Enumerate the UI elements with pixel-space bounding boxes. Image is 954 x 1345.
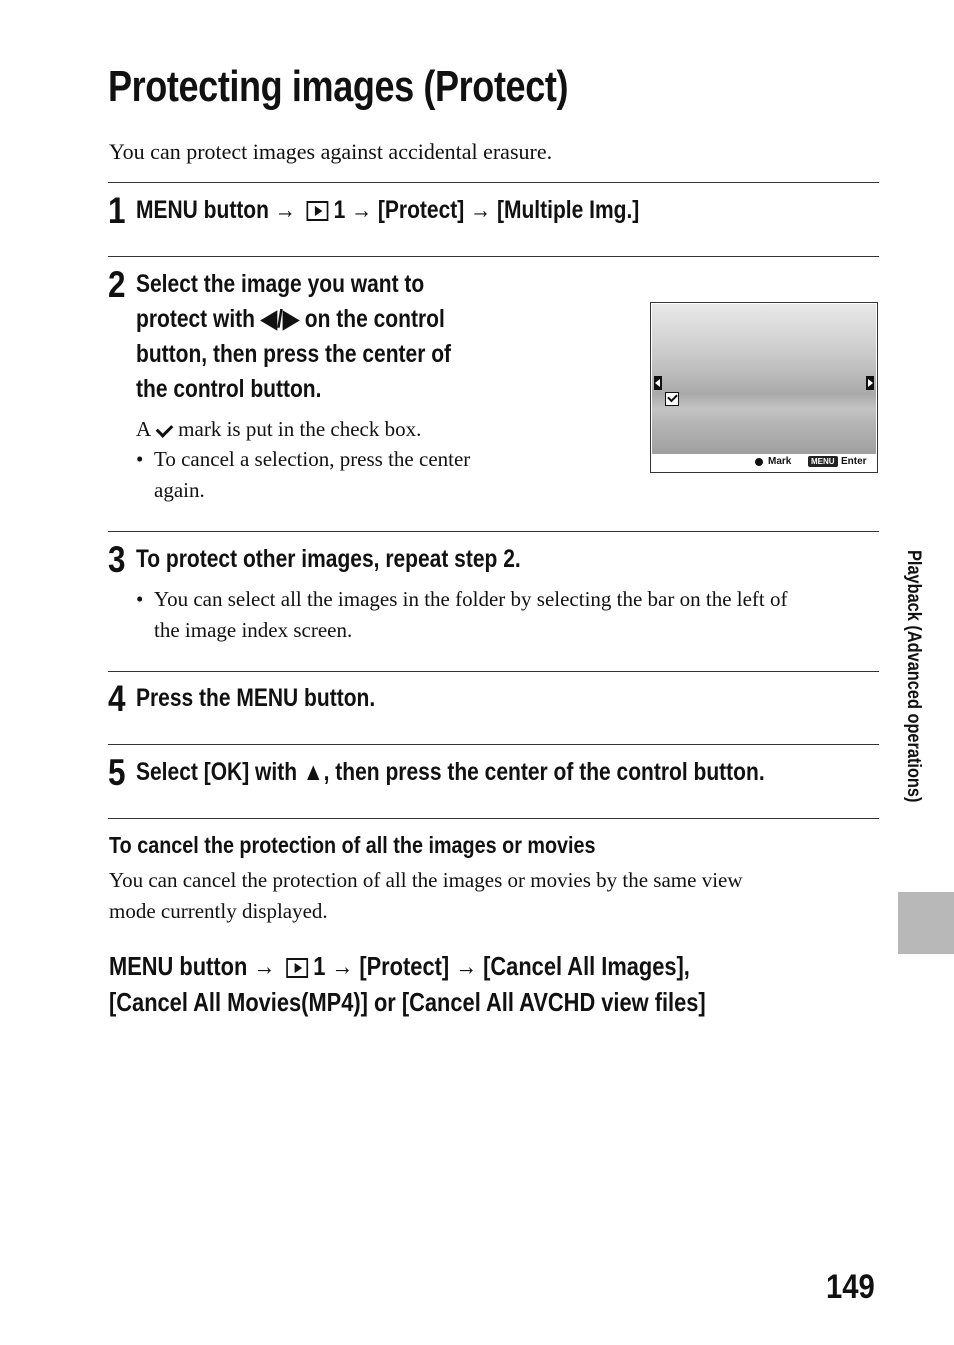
note-prefix: A [136,417,152,441]
bullet-icon: • [136,447,144,471]
left-arrow-icon [654,376,662,390]
right-arrow-icon [866,376,874,390]
arrow-icon: → [253,951,276,981]
step-2-line: button, then press the center of [136,340,452,368]
step-5-instruction: Select [OK] with ▲, then press the center of the control button. [136,758,765,786]
page-number: 149 [826,1268,875,1306]
step-2-line: the control button. [136,375,322,403]
screen-status-bar [651,453,877,472]
step-2-instruction [136,267,451,407]
divider [108,182,879,183]
mark-label: Mark [768,456,792,467]
step-2-number: 2 [108,264,126,305]
menu-button-label: MENU button [109,951,248,981]
page-title: Protecting images (Protect) [108,62,569,111]
menu-item-multiple: [Multiple Img.] [496,196,640,224]
step-2-line: Select the image you want to [136,270,425,298]
cancel-heading: To cancel the protection of all the images or movies [109,832,596,858]
menu-item-cancel-images: [Cancel All Images], [483,951,690,981]
cancel-menu-path [109,948,706,1020]
bullet-line: To cancel a selection, press the center [154,447,471,471]
arrow-icon: → [470,196,492,224]
intro-text: You can protect images against accidental erasure. [109,139,553,164]
sample-photo [652,304,876,454]
body-line: You can cancel the protection of all the images or movies by the same view [109,868,743,892]
menu-page: 1 [333,196,346,224]
menu-item-protect: [Protect] [377,196,465,224]
step-3-number: 3 [108,539,126,580]
step-3-bullet [136,584,788,646]
step-5-number: 5 [108,752,126,793]
playback-icon [307,201,329,221]
step-1-instruction [136,193,639,228]
note-text: mark is put in the check box. [178,417,422,441]
menu-page: 1 [313,951,326,981]
arrow-icon: → [351,196,373,224]
playback-icon [286,958,308,978]
step-4-number: 4 [108,678,126,719]
chapter-thumb-marker [898,892,954,954]
chapter-side-tab [894,550,924,880]
menu-path-line: [Cancel All Movies(MP4)] or [Cancel All AVCHD view files] [109,987,706,1017]
bullet-line: again. [154,478,205,502]
arrow-icon: → [274,196,296,224]
enter-label: Enter [841,456,867,467]
divider [108,256,879,257]
camera-screen-illustration [650,302,878,473]
menu-path-line [109,948,706,984]
menu-button-label: MENU button [136,196,269,224]
step-1-number: 1 [108,190,126,231]
bullet-line: You can select all the images in the folder by selecting the bar on the left of [154,587,788,611]
menu-item-protect: [Protect] [359,951,450,981]
side-tab-label: Playback (Advanced operations) [903,550,924,803]
step-3-instruction: To protect other images, repeat step 2. [136,545,521,573]
divider [108,531,879,532]
menu-badge: MENU [808,456,838,467]
bullet-line: the image index screen. [154,618,353,642]
divider [108,818,879,819]
checkbox-icon [665,392,679,406]
divider [108,744,879,745]
step-2-line: protect with ◀/▶ on the control [136,305,445,333]
step-2-bullet [136,444,471,506]
divider [108,671,879,672]
center-button-icon [755,458,763,466]
bullet-icon: • [136,587,144,611]
step-4-instruction: Press the MENU button. [136,684,376,712]
arrow-icon: → [455,951,478,981]
cancel-body [109,865,743,927]
arrow-icon: → [331,951,354,981]
body-line: mode currently displayed. [109,899,328,923]
check-mark-icon [156,420,174,438]
step-2-note [136,414,421,445]
